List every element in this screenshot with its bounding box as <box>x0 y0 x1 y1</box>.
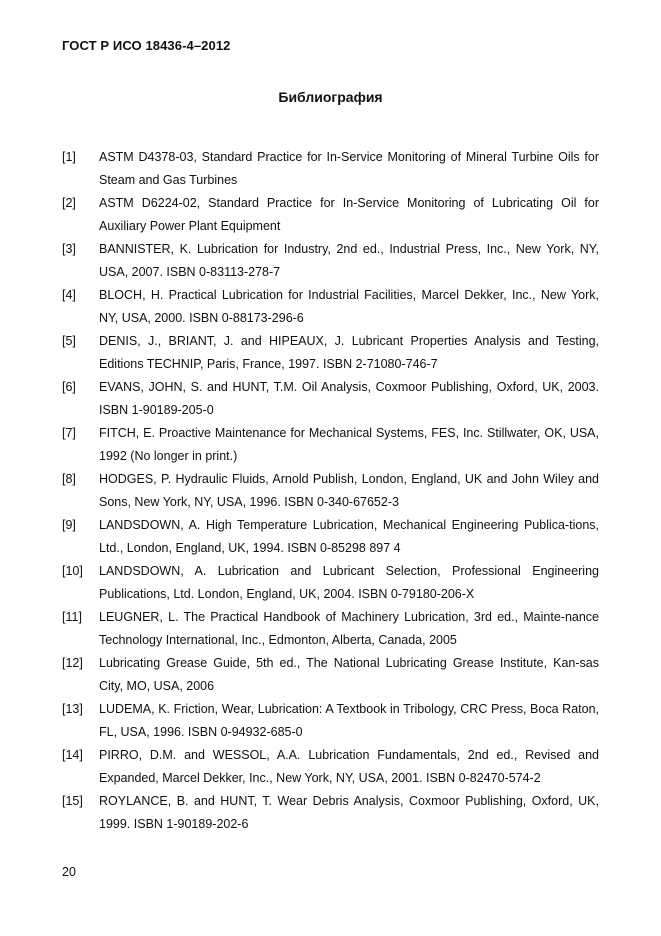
entry-text: EVANS, JOHN, S. and HUNT, T.M. Oil Analysis, Coxmoor Publishing, Oxford, UK, 2003. ISBN 1-90189-205-0 <box>99 380 599 417</box>
bibliography-entry <box>62 376 599 422</box>
entry-number: [3] <box>62 242 76 256</box>
entry-number: [14] <box>62 748 83 762</box>
entry-number: [9] <box>62 518 76 532</box>
page-title: Библиография <box>278 89 383 105</box>
bibliography-entry <box>62 560 599 606</box>
entry-number: [15] <box>62 794 83 808</box>
entry-text: LUDEMA, K. Friction, Wear, Lubrication: A Textbook in Tribology, CRC Press, Boca Raton, FL, USA, 1996. ISBN 0-94932-685-0 <box>99 702 599 739</box>
entry-number: [6] <box>62 380 76 394</box>
bibliography-entry <box>62 514 599 560</box>
entry-text: ROYLANCE, B. and HUNT, T. Wear Debris Analysis, Coxmoor Publishing, Oxford, UK, 1999. ISBN 1-90189-202-6 <box>99 794 599 831</box>
entry-number: [2] <box>62 196 76 210</box>
document-code: ГОСТ Р ИСО 18436-4–2012 <box>62 38 231 53</box>
entry-text: HODGES, P. Hydraulic Fluids, Arnold Publish, London, England, UK and John Wiley and Sons, New York, NY, USA, 1996. ISBN 0-340-67652-3 <box>99 472 599 509</box>
entry-text: PIRRO, D.M. and WESSOL, A.A. Lubrication Fundamentals, 2nd ed., Revised and Expanded, Marcel Dekker, Inc., New York, NY, USA, 2001. ISBN 0-82470-574-2 <box>99 748 599 785</box>
entry-number: [10] <box>62 564 83 578</box>
entry-text: DENIS, J., BRIANT, J. and HIPEAUX, J. Lubricant Properties Analysis and Testing, Editions TECHNIP, Paris, France, 1997. ISBN 2-71080-746-7 <box>99 334 599 371</box>
bibliography-entry <box>62 698 599 744</box>
entry-number: [8] <box>62 472 76 486</box>
bibliography-entry <box>62 238 599 284</box>
entry-text: BANNISTER, K. Lubrication for Industry, 2nd ed., Industrial Press, Inc., New York, NY, USA, 2007. ISBN 0-83113-278-7 <box>99 242 599 279</box>
entry-text: LANDSDOWN, A. High Temperature Lubrication, Mechanical Engineering Publica-tions, Ltd., London, England, UK, 1994. ISBN 0-85298 897 4 <box>99 518 599 555</box>
entry-number: [13] <box>62 702 83 716</box>
entry-text: LEUGNER, L. The Practical Handbook of Machinery Lubrication, 3rd ed., Mainte-nance Technology International, Inc., Edmonton, Alberta, Canada, 2005 <box>99 610 599 647</box>
bibliography-entry <box>62 146 599 192</box>
entry-number: [7] <box>62 426 76 440</box>
bibliography-list <box>62 146 599 836</box>
entry-text: LANDSDOWN, A. Lubrication and Lubricant Selection, Professional Engineering Publications, Ltd. London, England, UK, 2004. ISBN 0-79180-206-X <box>99 564 599 601</box>
bibliography-entry <box>62 284 599 330</box>
page-number: 20 <box>62 865 76 879</box>
entry-text: Lubricating Grease Guide, 5th ed., The National Lubricating Grease Institute, Kan-sas City, MO, USA, 2006 <box>99 656 599 693</box>
entry-text: FITCH, E. Proactive Maintenance for Mechanical Systems, FES, Inc. Stillwater, OK, USA, 1992 (No longer in print.) <box>99 426 599 463</box>
entry-text: ASTM D6224-02, Standard Practice for In-Service Monitoring of Lubricating Oil for Auxiliary Power Plant Equipment <box>99 196 599 233</box>
bibliography-entry <box>62 468 599 514</box>
bibliography-entry <box>62 192 599 238</box>
entry-number: [1] <box>62 150 76 164</box>
entry-text: ASTM D4378-03, Standard Practice for In-Service Monitoring of Mineral Turbine Oils for Steam and Gas Turbines <box>99 150 599 187</box>
entry-text: BLOCH, H. Practical Lubrication for Industrial Facilities, Marcel Dekker, Inc., New York, NY, USA, 2000. ISBN 0-88173-296-6 <box>99 288 599 325</box>
entry-number: [11] <box>62 610 82 624</box>
entry-number: [4] <box>62 288 76 302</box>
bibliography-entry <box>62 744 599 790</box>
bibliography-entry <box>62 790 599 836</box>
bibliography-entry <box>62 652 599 698</box>
entry-number: [5] <box>62 334 76 348</box>
bibliography-entry <box>62 606 599 652</box>
entry-number: [12] <box>62 656 83 670</box>
bibliography-entry <box>62 422 599 468</box>
bibliography-entry <box>62 330 599 376</box>
